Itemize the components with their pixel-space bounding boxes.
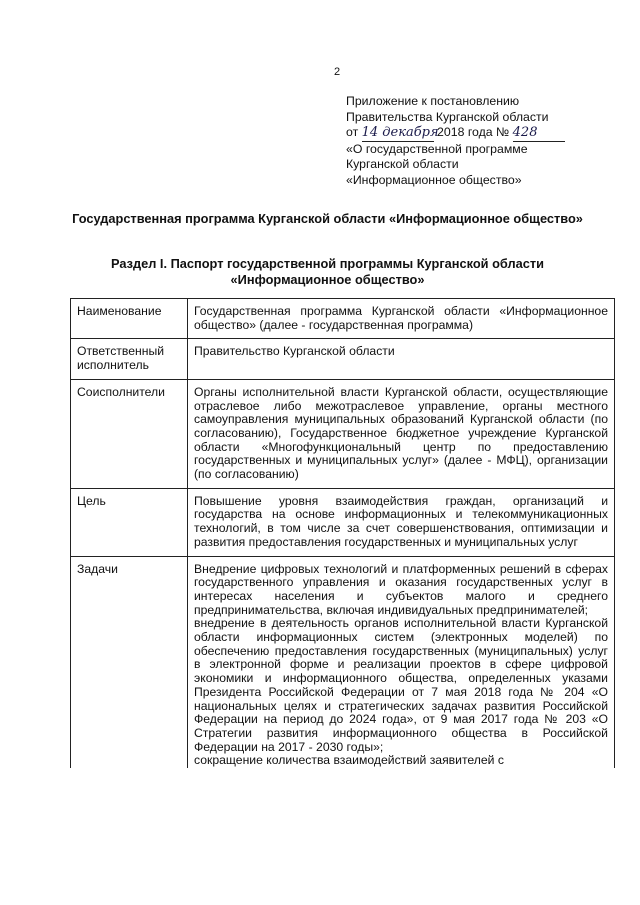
appendix-line-5: Курганской области [346,157,459,172]
table-row [71,556,615,768]
appendix-line-2: Правительства Курганской области [346,109,549,124]
handwritten-doc-number: 428 [513,125,565,142]
row-label: Ответственный исполнитель [71,339,188,379]
row-label: Наименование [71,299,188,339]
handwritten-date: 14 декабря [361,125,439,141]
date-prefix: от [346,125,359,140]
row-value: Правительство Курганской области [188,339,615,379]
row-value: Повышение уровня взаимодействия граждан, организаций и государства на основе информационных и телекоммуникационных технологий, в том числе за счет совершенствования, оптимизации и развития предоставления государственных и муниципальных услуг [188,488,615,556]
appendix-block [346,94,616,189]
section-title [40,256,615,287]
row-value: Государственная программа Курганской области «Информационное общество» (далее - государственная программа) [188,299,615,339]
table-row [71,488,615,556]
page-number: 2 [334,66,341,78]
appendix-line-1: Приложение к постановлению [346,94,520,108]
tasks-paragraph-2: внедрение в деятельность органов исполнительной власти Курганской области информационных систем (электронных моделей) по обеспечению предоставления государственных (муниципальных) услуг в электронной форме и реализации проектов в сфере цифровой экономики и информационного общества, определенных указами Президента Российской Федерации от 7 мая 2018 года № 204 «О национальных целях и стратегических задачах развития Российской Федерации на период до 2024 года», от 9 мая 2017 года № 203 «О Стратегии развития информационного общества в Российской Федерации на 2017 - 2030 годы»; [194,616,608,754]
section-title-line-1: Раздел I. Паспорт государственной программы Курганской области [110,256,544,271]
program-title: Государственная программа Курганской области «Информационное общество» [72,211,583,226]
row-value: Органы исполнительной власти Курганской области, осуществляющие отраслевое либо межотраслевое управление, органы местного самоуправления муниципальных образований Курганской области (по согласованию), Государственное бюджетное учреждение Курганской области «Многофункциональный центр по предоставлению государственных и муниципальных услуг» (далее - МФЦ), организации (по согласованию) [188,379,615,488]
row-value [188,556,615,768]
row-label: Соисполнители [71,379,188,488]
tasks-paragraph-1: Внедрение цифровых технологий и платформенных решений в сферах государственного управления и оказания государственных услуг в интересах населения и субъектов малого и среднего предпринимательства, включая индивидуальных предпринимателей; [194,561,608,617]
table-row [71,339,615,379]
row-label: Цель [71,488,188,556]
tasks-paragraph-3: сокращение количества взаимодействий заявителей с [194,753,504,768]
table-row [71,299,615,339]
appendix-line-4: «О государственной программе [346,141,528,156]
row-label: Задачи [71,556,188,768]
passport-table [70,298,615,768]
appendix-date-line [346,125,616,142]
appendix-line-6: «Информационное общество» [346,172,522,187]
table-row [71,379,615,488]
section-title-line-2: «Информационное общество» [230,271,425,287]
date-year: 2018 года № [437,125,510,140]
